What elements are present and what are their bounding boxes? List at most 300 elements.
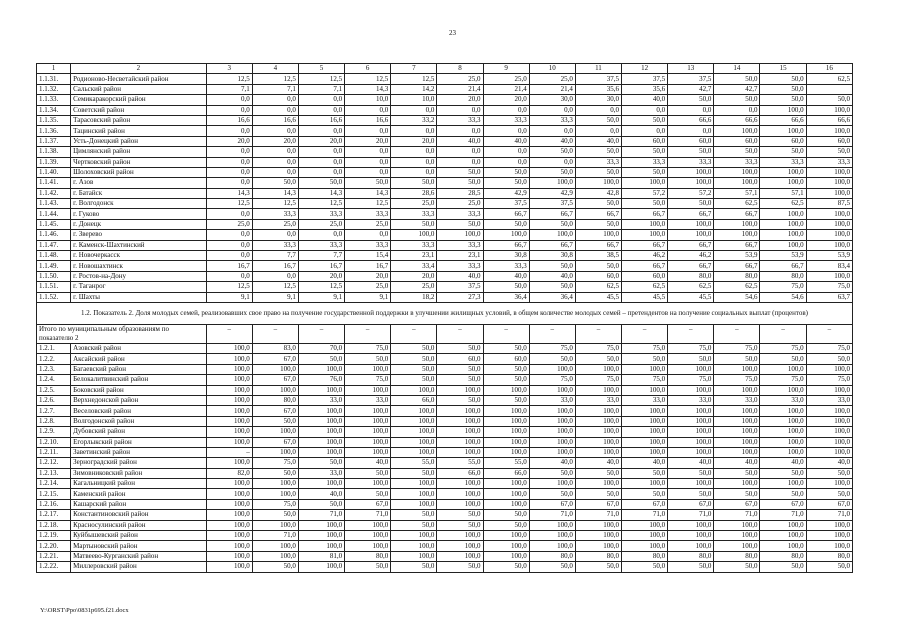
municipality-name-cell: Константиновский район (71, 510, 206, 520)
row-index-cell: 1.2.4. (37, 375, 71, 385)
value-cell: 0,0 (483, 105, 529, 115)
value-cell: 0,0 (391, 157, 437, 167)
value-cell: 0,0 (575, 126, 621, 136)
value-cell: 40,0 (622, 458, 668, 468)
footer-file-path: Y:\ORST\Ppo\0831p695.f21.docx (40, 607, 129, 614)
value-cell: 50,0 (437, 510, 483, 520)
municipality-name-cell: Багаевский район (71, 364, 206, 374)
value-cell: 71,0 (622, 510, 668, 520)
value-cell: 37,5 (575, 74, 621, 84)
summary-value-cell: – (483, 324, 529, 343)
value-cell: 71,0 (668, 510, 714, 520)
municipality-name-cell: г. Новошахтинск (71, 261, 206, 271)
value-cell: 33,0 (622, 395, 668, 405)
value-cell: 100,0 (206, 541, 252, 551)
value-cell: 67,0 (529, 499, 575, 509)
row-index-cell: 1.2.22. (37, 562, 71, 572)
municipality-name-cell: Дубовский район (71, 427, 206, 437)
value-cell: 100,0 (668, 364, 714, 374)
value-cell: 100,0 (806, 541, 852, 551)
value-cell: 23,1 (391, 251, 437, 261)
value-cell: 100,0 (345, 447, 391, 457)
table-row (37, 510, 853, 520)
value-cell: 14,3 (206, 188, 252, 198)
value-cell: 50,0 (437, 395, 483, 405)
value-cell: 75,0 (668, 375, 714, 385)
value-cell: 100,0 (806, 126, 852, 136)
value-cell: 37,5 (437, 282, 483, 292)
value-cell: 7,1 (298, 84, 344, 94)
value-cell: 100,0 (529, 447, 575, 457)
value-cell: 83,0 (252, 343, 298, 353)
value-cell: 50,0 (529, 219, 575, 229)
value-cell: 100,0 (575, 531, 621, 541)
value-cell: 100,0 (622, 416, 668, 426)
value-cell: 100,0 (622, 230, 668, 240)
municipality-name-cell: г. Волгодонск (71, 199, 206, 209)
summary-row (37, 324, 853, 343)
municipality-name-cell: Егорлыкский район (71, 437, 206, 447)
municipality-name-cell: Боковский район (71, 385, 206, 395)
value-cell: 50,0 (483, 375, 529, 385)
value-cell: 100,0 (575, 385, 621, 395)
value-cell: 0,0 (714, 105, 760, 115)
value-cell: 80,0 (760, 551, 806, 561)
value-cell: 100,0 (806, 479, 852, 489)
column-number-cell: 14 (714, 64, 760, 74)
value-cell: 75,0 (345, 343, 391, 353)
value-cell: 0,0 (206, 126, 252, 136)
value-cell: 100,0 (668, 416, 714, 426)
value-cell: 20,0 (206, 136, 252, 146)
value-cell: 40,0 (529, 271, 575, 281)
value-cell: 100,0 (806, 447, 852, 457)
row-index-cell: 1.2.20. (37, 541, 71, 551)
value-cell: 100,0 (622, 219, 668, 229)
value-cell: 75,0 (252, 458, 298, 468)
value-cell: 100,0 (760, 178, 806, 188)
table-row (37, 541, 853, 551)
summary-value-cell: – (714, 324, 760, 343)
value-cell: 30,8 (529, 251, 575, 261)
value-cell: 50,0 (668, 468, 714, 478)
value-cell: 80,0 (714, 271, 760, 281)
value-cell: 50,0 (437, 167, 483, 177)
value-cell: 66,7 (668, 261, 714, 271)
municipality-name-cell: Азовский район (71, 343, 206, 353)
value-cell: 0,0 (252, 271, 298, 281)
value-cell: 66,0 (483, 468, 529, 478)
value-cell: 50,0 (391, 178, 437, 188)
row-index-cell: 1.2.16. (37, 499, 71, 509)
municipality-name-cell: г. Батайск (71, 188, 206, 198)
value-cell: 100,0 (714, 406, 760, 416)
value-cell: 100,0 (760, 364, 806, 374)
value-cell: 55,0 (483, 458, 529, 468)
value-cell: 100,0 (437, 531, 483, 541)
table-row (37, 468, 853, 478)
value-cell: 50,0 (575, 147, 621, 157)
value-cell: 16,6 (298, 115, 344, 125)
value-cell: 100,0 (622, 178, 668, 188)
value-cell (806, 84, 852, 94)
value-cell: 100,0 (806, 437, 852, 447)
value-cell: 100,0 (668, 479, 714, 489)
value-cell: 0,0 (206, 271, 252, 281)
value-cell: 0,0 (575, 105, 621, 115)
table-row (37, 479, 853, 489)
value-cell: 0,0 (391, 105, 437, 115)
column-number-cell: 1 (37, 64, 71, 74)
value-cell: 100,0 (298, 437, 344, 447)
table-row (37, 199, 853, 209)
value-cell: 20,0 (298, 271, 344, 281)
table-row (37, 447, 853, 457)
value-cell: 100,0 (252, 479, 298, 489)
value-cell: 100,0 (529, 531, 575, 541)
value-cell: 100,0 (714, 427, 760, 437)
value-cell: 100,0 (391, 541, 437, 551)
table-row (37, 147, 853, 157)
value-cell: 36,4 (529, 292, 575, 302)
value-cell: 55,0 (391, 458, 437, 468)
value-cell: 100,0 (437, 479, 483, 489)
value-cell: 50,0 (760, 354, 806, 364)
value-cell: 100,0 (298, 479, 344, 489)
value-cell: 50,0 (345, 354, 391, 364)
value-cell: 0,0 (252, 167, 298, 177)
value-cell: 0,0 (298, 95, 344, 105)
value-cell: 40,0 (622, 95, 668, 105)
municipality-name-cell: Веселовский район (71, 406, 206, 416)
section-title: 1.2. Показатель 2. Доля молодых семей, реализовавших свое право на получение государственной поддержки в улучшении жилищных условий, в общем количестве молодых семей – претендентов на получение социальных выплат (процентов) (37, 302, 853, 324)
value-cell: 7,7 (298, 251, 344, 261)
value-cell: 50,0 (622, 115, 668, 125)
value-cell: 42,8 (575, 188, 621, 198)
value-cell: 0,0 (206, 240, 252, 250)
value-cell: 100,0 (714, 178, 760, 188)
value-cell: 50,0 (391, 343, 437, 353)
value-cell: 100,0 (529, 416, 575, 426)
value-cell: 66,0 (391, 395, 437, 405)
value-cell: 100,0 (714, 541, 760, 551)
value-cell: 40,0 (483, 136, 529, 146)
value-cell: 0,0 (483, 126, 529, 136)
value-cell: 100,0 (483, 427, 529, 437)
value-cell: 50,0 (575, 115, 621, 125)
value-cell: 45,5 (668, 292, 714, 302)
value-cell: 12,5 (345, 199, 391, 209)
value-cell: 25,0 (391, 282, 437, 292)
value-cell: 100,0 (668, 437, 714, 447)
value-cell: 100,0 (437, 416, 483, 426)
value-cell: 80,0 (252, 395, 298, 405)
value-cell: 28,5 (437, 188, 483, 198)
value-cell: 53,9 (806, 251, 852, 261)
table-row (37, 343, 853, 353)
value-cell: 0,0 (622, 105, 668, 115)
value-cell: 100,0 (298, 520, 344, 530)
value-cell: 100,0 (760, 126, 806, 136)
row-index-cell: 1.1.36. (37, 126, 71, 136)
row-index-cell: 1.2.8. (37, 416, 71, 426)
value-cell: 62,5 (575, 282, 621, 292)
value-cell: 50,0 (806, 354, 852, 364)
value-cell: 100,0 (806, 406, 852, 416)
value-cell: 60,0 (622, 271, 668, 281)
summary-value-cell: – (529, 324, 575, 343)
table-row (37, 282, 853, 292)
column-number-cell: 12 (622, 64, 668, 74)
row-index-cell: 1.2.5. (37, 385, 71, 395)
value-cell: 62,5 (806, 74, 852, 84)
value-cell: 100,0 (760, 105, 806, 115)
value-cell: 100,0 (760, 385, 806, 395)
value-cell: 50,0 (391, 354, 437, 364)
value-cell: 25,0 (345, 219, 391, 229)
value-cell: 12,5 (298, 74, 344, 84)
value-cell: 33,4 (391, 261, 437, 271)
row-index-cell: 1.2.21. (37, 551, 71, 561)
value-cell: 100,0 (483, 406, 529, 416)
value-cell: 0,0 (298, 167, 344, 177)
value-cell: 50,0 (622, 354, 668, 364)
value-cell: 50,0 (437, 375, 483, 385)
value-cell: 0,0 (483, 147, 529, 157)
value-cell: 50,0 (622, 468, 668, 478)
value-cell: 100,0 (345, 541, 391, 551)
value-cell: 42,7 (668, 84, 714, 94)
municipality-name-cell: Тарасовский район (71, 115, 206, 125)
municipality-name-cell: г. Новочеркасск (71, 251, 206, 261)
value-cell: 10,0 (345, 95, 391, 105)
table-row (37, 406, 853, 416)
value-cell: 100,0 (529, 178, 575, 188)
value-cell: 18,2 (391, 292, 437, 302)
value-cell: 42,9 (483, 188, 529, 198)
municipality-name-cell: г. Азов (71, 178, 206, 188)
value-cell: 40,0 (668, 458, 714, 468)
value-cell: 87,5 (806, 199, 852, 209)
value-cell: 100,0 (760, 416, 806, 426)
value-cell: 100,0 (714, 479, 760, 489)
row-index-cell: 1.1.39. (37, 157, 71, 167)
value-cell: 100,0 (714, 126, 760, 136)
value-cell: 67,0 (760, 499, 806, 509)
value-cell: 100,0 (529, 406, 575, 416)
row-index-cell: 1.1.44. (37, 209, 71, 219)
value-cell: 66,7 (529, 209, 575, 219)
value-cell: 67,0 (252, 437, 298, 447)
municipality-name-cell: Цимлянский район (71, 147, 206, 157)
municipality-name-cell: г. Каменск-Шахтинский (71, 240, 206, 250)
table-row (37, 395, 853, 405)
value-cell: 100,0 (298, 406, 344, 416)
summary-label: Итого по муниципальным образованиям по показателю 2 (37, 324, 207, 343)
value-cell: 100,0 (483, 499, 529, 509)
value-cell: 50,0 (345, 489, 391, 499)
value-cell: 67,0 (622, 499, 668, 509)
value-cell: 71,0 (714, 510, 760, 520)
row-index-cell: 1.2.17. (37, 510, 71, 520)
value-cell: 33,3 (345, 240, 391, 250)
value-cell: 0,0 (206, 230, 252, 240)
value-cell: 100,0 (622, 479, 668, 489)
value-cell: 0,0 (206, 209, 252, 219)
value-cell: 100,0 (714, 230, 760, 240)
value-cell: 33,3 (760, 157, 806, 167)
column-number-cell: 15 (760, 64, 806, 74)
value-cell: 12,5 (345, 74, 391, 84)
row-index-cell: 1.1.37. (37, 136, 71, 146)
value-cell: 100,0 (391, 479, 437, 489)
value-cell: 100,0 (252, 385, 298, 395)
value-cell: 75,0 (760, 375, 806, 385)
value-cell: 100,0 (391, 406, 437, 416)
value-cell: 100,0 (298, 531, 344, 541)
value-cell: 100,0 (668, 406, 714, 416)
value-cell: 100,0 (391, 489, 437, 499)
value-cell: 80,0 (529, 551, 575, 561)
value-cell: 14,3 (252, 188, 298, 198)
value-cell: 75,0 (575, 343, 621, 353)
value-cell: 100,0 (806, 271, 852, 281)
value-cell: 50,0 (575, 468, 621, 478)
value-cell: 100,0 (252, 520, 298, 530)
value-cell: 50,0 (437, 562, 483, 572)
value-cell: 50,0 (252, 468, 298, 478)
value-cell: 7,1 (206, 84, 252, 94)
value-cell: 33,3 (437, 261, 483, 271)
column-number-cell: 6 (345, 64, 391, 74)
value-cell: 33,3 (437, 115, 483, 125)
value-cell: 100,0 (206, 343, 252, 353)
value-cell: 100,0 (668, 385, 714, 395)
value-cell: 75,0 (345, 375, 391, 385)
value-cell: 60,0 (437, 354, 483, 364)
value-cell: 100,0 (298, 427, 344, 437)
value-cell: 100,0 (714, 416, 760, 426)
value-cell: 50,0 (391, 468, 437, 478)
value-cell: 0,0 (206, 95, 252, 105)
value-cell: 14,2 (391, 84, 437, 94)
value-cell: 75,0 (575, 375, 621, 385)
value-cell: 100,0 (622, 385, 668, 395)
value-cell: 100,0 (575, 178, 621, 188)
value-cell: 100,0 (760, 531, 806, 541)
value-cell: 0,0 (668, 105, 714, 115)
municipality-name-cell: Советский район (71, 105, 206, 115)
value-cell: 25,0 (437, 199, 483, 209)
municipality-name-cell: г. Гуково (71, 209, 206, 219)
value-cell: 60,0 (622, 136, 668, 146)
value-cell: 12,5 (298, 282, 344, 292)
table-row (37, 354, 853, 364)
value-cell: 0,0 (298, 230, 344, 240)
table-row (37, 437, 853, 447)
section-title-row (37, 302, 853, 324)
value-cell: 12,5 (252, 74, 298, 84)
value-cell: 66,6 (806, 115, 852, 125)
value-cell: 100,0 (483, 479, 529, 489)
value-cell: 100,0 (206, 499, 252, 509)
value-cell: 50,0 (345, 562, 391, 572)
municipality-name-cell: г. Таганрог (71, 282, 206, 292)
value-cell: 100,0 (391, 427, 437, 437)
row-index-cell: 1.1.52. (37, 292, 71, 302)
value-cell: 76,0 (298, 375, 344, 385)
table-row (37, 531, 853, 541)
summary-value-cell: – (575, 324, 621, 343)
value-cell: 7,1 (252, 84, 298, 94)
table-row (37, 375, 853, 385)
column-number-cell: 16 (806, 64, 852, 74)
municipality-name-cell: Миллеровский район (71, 562, 206, 572)
value-cell: 75,0 (806, 282, 852, 292)
value-cell: 0,0 (252, 95, 298, 105)
value-cell: 14,3 (345, 84, 391, 94)
value-cell: 50,0 (437, 364, 483, 374)
value-cell: 100,0 (575, 479, 621, 489)
value-cell: 33,3 (714, 157, 760, 167)
value-cell: 100,0 (206, 562, 252, 572)
value-cell: 60,0 (714, 136, 760, 146)
row-index-cell: 1.2.14. (37, 479, 71, 489)
row-index-cell: 1.1.48. (37, 251, 71, 261)
value-cell: 57,2 (668, 188, 714, 198)
value-cell: 100,0 (483, 531, 529, 541)
summary-value-cell: – (806, 324, 852, 343)
value-cell: 62,5 (714, 282, 760, 292)
value-cell: 100,0 (714, 167, 760, 177)
value-cell: 40,0 (529, 458, 575, 468)
value-cell: 55,0 (437, 458, 483, 468)
value-cell: 40,0 (575, 136, 621, 146)
row-index-cell: 1.1.49. (37, 261, 71, 271)
value-cell: 100,0 (760, 541, 806, 551)
value-cell: 100,0 (806, 178, 852, 188)
value-cell: 50,0 (714, 562, 760, 572)
table-row (37, 427, 853, 437)
value-cell: 67,0 (806, 499, 852, 509)
value-cell: 100,0 (806, 427, 852, 437)
value-cell: 33,0 (529, 395, 575, 405)
value-cell: 40,0 (345, 458, 391, 468)
value-cell: 0,0 (391, 126, 437, 136)
value-cell: 25,0 (252, 219, 298, 229)
row-index-cell: 1.2.7. (37, 406, 71, 416)
value-cell: 50,0 (622, 489, 668, 499)
value-cell: 33,3 (483, 115, 529, 125)
value-cell: 100,0 (760, 427, 806, 437)
value-cell: 100,0 (437, 447, 483, 457)
value-cell: 100,0 (668, 167, 714, 177)
municipality-name-cell: Кашарский район (71, 499, 206, 509)
value-cell: 50,0 (806, 147, 852, 157)
table-row (37, 230, 853, 240)
value-cell: 14,3 (298, 188, 344, 198)
value-cell: 100,0 (391, 416, 437, 426)
value-cell: 100,0 (206, 489, 252, 499)
table-row (37, 261, 853, 271)
value-cell: 12,5 (206, 74, 252, 84)
value-cell: 45,5 (622, 292, 668, 302)
value-cell: 40,0 (437, 136, 483, 146)
summary-value-cell: – (760, 324, 806, 343)
value-cell: 100,0 (437, 499, 483, 509)
value-cell: 37,5 (668, 74, 714, 84)
value-cell: 66,7 (622, 209, 668, 219)
